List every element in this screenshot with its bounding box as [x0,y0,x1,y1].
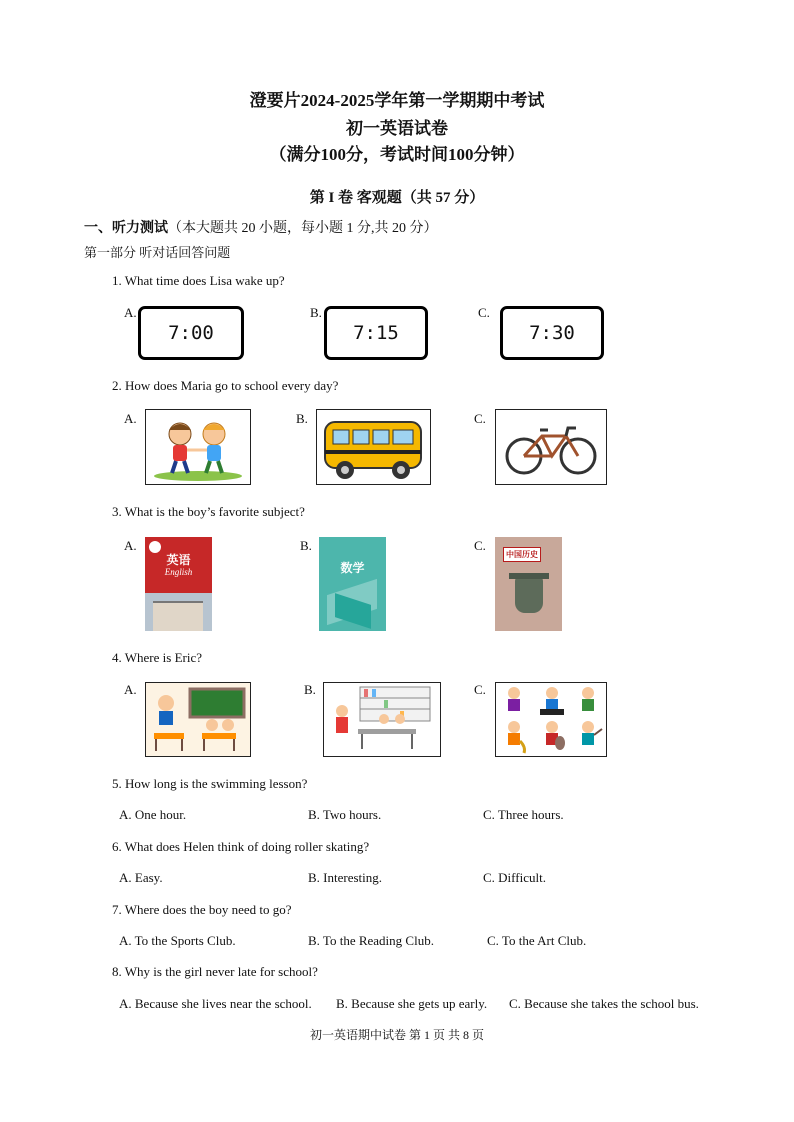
q6-option-c: C. Difficult. [483,870,546,885]
q2-option-c: C. [474,411,486,426]
exam-subtitle: 初一英语试卷 [346,119,448,138]
school-bus-icon [316,409,431,485]
q7-option-a: A. To the Sports Club. [119,933,236,948]
section-part: 第一部分 听对话回答问题 [84,245,231,260]
q1-option-c: C. [478,305,490,320]
history-book-icon [495,537,562,631]
q6-option-a: A. Easy. [119,870,163,885]
clock-715: 7:15 [324,306,428,360]
exam-title: 澄要片2024-2025学年第一学期期中考试 [249,91,545,110]
math-book-icon [319,537,386,631]
clock-730: 7:30 [500,306,604,360]
classroom-icon [145,682,251,757]
question-3: 3. What is the boy’s favorite subject? [112,504,305,519]
page-footer: 初一英语期中试卷 第 1 页 共 8 页 [309,1028,484,1042]
q8-option-c: C. Because she takes the school bus. [509,996,699,1011]
q2-option-a: A. [124,411,137,426]
q1-option-b: B. [310,305,322,320]
question-8: 8. Why is the girl never late for school? [112,964,318,979]
english-book-title: 英语 [166,553,191,567]
q3-option-c: C. [474,538,486,553]
q1-option-a: A. [124,305,137,320]
q4-option-b: B. [304,682,316,697]
q5-option-b: B. Two hours. [308,807,382,822]
question-4: 4. Where is Eric? [112,650,202,665]
section-title-line [84,217,438,237]
q7-option-b: B. To the Reading Club. [308,933,434,948]
clock-700: 7:00 [138,306,244,360]
q4-option-c: C. [474,682,486,697]
history-book-title: 中国历史 [503,547,541,562]
exam-info: （满分100分，考试时间100分钟） [269,145,525,164]
q3-option-a: A. [124,538,137,553]
library-icon [323,682,441,757]
bicycle-icon [495,409,607,485]
q4-option-a: A. [124,682,137,697]
question-5: 5. How long is the swimming lesson? [112,776,308,791]
q5-option-a: A. One hour. [119,807,187,822]
english-book-subtitle: English [164,567,193,577]
q6-option-b: B. Interesting. [308,870,383,885]
question-6: 6. What does Helen think of doing roller skating? [112,839,370,854]
q8-option-a: A. Because she lives near the school. [119,996,312,1011]
walking-kids-icon [145,409,251,485]
q3-option-b: B. [300,538,312,553]
q2-option-b: B. [296,411,308,426]
music-club-icon [495,682,607,757]
math-book-title: 数学 [340,561,365,575]
q5-option-c: C. Three hours. [483,807,564,822]
english-book-icon [145,537,212,631]
question-1: 1. What time does Lisa wake up? [112,273,285,288]
q7-option-c: C. To the Art Club. [487,933,587,948]
question-7: 7. Where does the boy need to go? [112,902,292,917]
q8-option-b: B. Because she gets up early. [336,996,488,1011]
section-title: 一、听力测试 [84,221,168,236]
question-2: 2. How does Maria go to school every day? [112,378,339,393]
part-title: 第 I 卷 客观题（共 57 分） [309,190,485,206]
section-note: （本大题共 20 小题，每小题 1 分,共 20 分） [168,221,438,236]
